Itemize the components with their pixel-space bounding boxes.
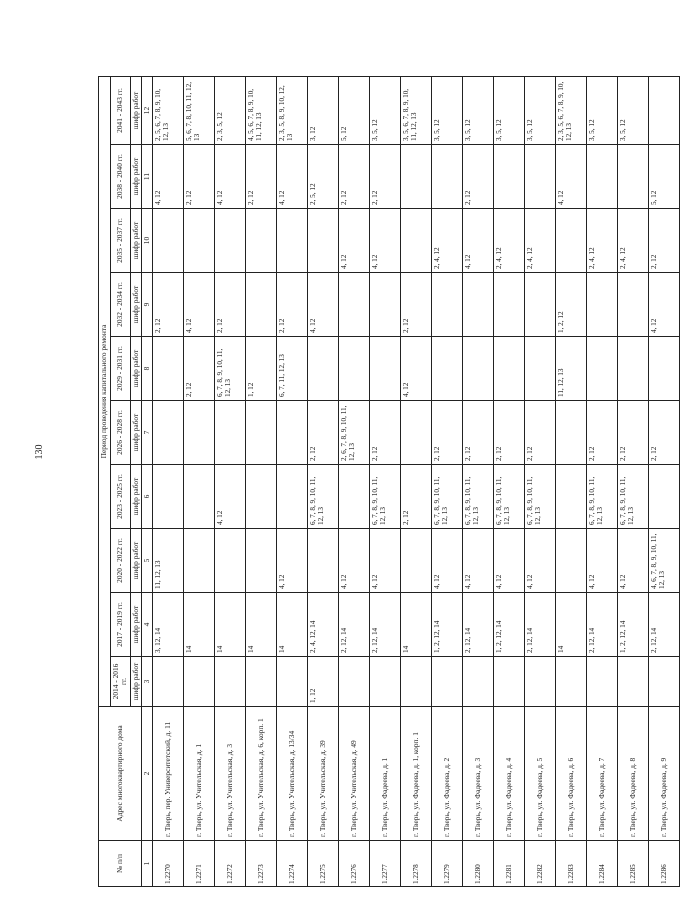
work-code-cell — [246, 657, 277, 707]
work-code-cell: 1, 2, 12, 14 — [618, 593, 649, 657]
work-code-cell — [277, 401, 308, 465]
work-code-cell: 4, 12 — [370, 529, 401, 593]
column-number: 11 — [141, 145, 152, 209]
table-body — [153, 77, 680, 887]
table-row — [463, 77, 494, 887]
table-row — [401, 77, 432, 887]
work-code-cell: 2, 4, 12 — [494, 209, 525, 273]
work-code-cell — [246, 465, 277, 529]
work-code-cell: 4, 12 — [370, 209, 401, 273]
work-code-cell: 14 — [215, 593, 246, 657]
work-code-cell: 6, 7, 8, 9, 10, 11, 12, 13 — [215, 337, 246, 401]
work-code-cell — [153, 401, 184, 465]
work-code-cell — [432, 657, 463, 707]
work-code-cell — [556, 465, 587, 529]
work-code-cell — [463, 657, 494, 707]
period-header: 2017 - 2019 гг. — [111, 593, 131, 657]
table-row — [277, 77, 308, 887]
work-code-cell — [649, 77, 680, 145]
work-code-cell: 2, 4, 12 — [432, 209, 463, 273]
row-address: г. Тверь, ул. Учительская, д. 3 — [215, 707, 246, 841]
row-address: г. Тверь, ул. Учительская, д. 1 — [184, 707, 215, 841]
row-number: 1.2281 — [494, 841, 525, 887]
row-address: г. Тверь, ул. Фадеева, д. 8 — [618, 707, 649, 841]
column-number: 2 — [141, 707, 152, 841]
row-number: 1.2282 — [525, 841, 556, 887]
row-number: 1.2286 — [649, 841, 680, 887]
row-address: г. Тверь, ул. Фадеева, д. 7 — [587, 707, 618, 841]
work-code-cell — [587, 657, 618, 707]
table-row — [308, 77, 339, 887]
work-code-cell: 2, 12, 14 — [649, 593, 680, 657]
column-number: 7 — [141, 401, 152, 465]
period-header: 2032 - 2034 гг. — [111, 273, 131, 337]
work-code-cell — [277, 657, 308, 707]
row-number: 1.2284 — [587, 841, 618, 887]
work-code-cell: 2, 12, 14 — [463, 593, 494, 657]
work-code-cell: 4, 12 — [339, 529, 370, 593]
work-code-cell: 2, 12 — [370, 145, 401, 209]
work-code-header: шифр работ — [130, 401, 141, 465]
work-code-cell — [246, 529, 277, 593]
work-code-cell — [463, 337, 494, 401]
work-code-cell: 4, 12 — [215, 465, 246, 529]
row-address: г. Тверь, ул. Фадеева, д. 1 — [370, 707, 401, 841]
row-address: г. Тверь, ул. Фадеева, д. 6 — [556, 707, 587, 841]
work-code-cell: 4, 12 — [215, 145, 246, 209]
work-code-cell: 6, 7, 8, 9, 10, 11, 12, 13 — [494, 465, 525, 529]
work-code-cell: 14 — [401, 593, 432, 657]
work-code-header: шифр работ — [130, 529, 141, 593]
row-number: 1.2277 — [370, 841, 401, 887]
work-code-cell: 2, 5, 6, 7, 8, 9, 10, 12, 13 — [153, 77, 184, 145]
work-code-cell: 6, 7, 8, 9, 10, 11, 12, 13 — [432, 465, 463, 529]
page-number: 130 — [34, 444, 45, 460]
work-code-cell — [153, 337, 184, 401]
work-code-cell: 2, 12 — [494, 401, 525, 465]
work-code-cell — [618, 145, 649, 209]
work-code-cell: 2, 12, 14 — [587, 593, 618, 657]
work-code-header: шифр работ — [130, 465, 141, 529]
work-code-cell: 3, 12 — [308, 77, 339, 145]
work-code-cell — [525, 145, 556, 209]
work-code-cell: 2, 12 — [587, 401, 618, 465]
work-code-cell: 2, 12 — [246, 145, 277, 209]
work-code-cell — [184, 209, 215, 273]
work-code-cell — [587, 273, 618, 337]
work-code-cell: 14 — [246, 593, 277, 657]
work-code-cell: 14 — [184, 593, 215, 657]
row-number: 1.2280 — [463, 841, 494, 887]
work-code-cell: 2, 4, 12 — [587, 209, 618, 273]
work-code-cell: 4, 6, 7, 8, 9, 10, 11, 12, 13 — [649, 529, 680, 593]
column-number: 3 — [141, 657, 152, 707]
work-code-cell — [277, 465, 308, 529]
work-code-cell: 2, 12 — [339, 145, 370, 209]
table-row — [587, 77, 618, 887]
work-code-cell: 2, 4, 12, 14 — [308, 593, 339, 657]
work-code-cell — [556, 401, 587, 465]
period-header: 2026 - 2028 гг. — [111, 401, 131, 465]
work-code-cell: 4, 12 — [618, 529, 649, 593]
work-code-cell — [587, 145, 618, 209]
work-code-cell: 2, 12 — [525, 401, 556, 465]
work-code-cell — [556, 209, 587, 273]
row-address: г. Тверь, пер. Университетский, д. 11 — [153, 707, 184, 841]
work-code-cell: 4, 12 — [463, 209, 494, 273]
work-code-cell: 2, 3, 5, 8, 9, 10, 12, 13 — [277, 77, 308, 145]
row-address: г. Тверь, ул. Учительская, д. 6, корп. 1 — [246, 707, 277, 841]
work-code-cell — [494, 337, 525, 401]
work-code-cell: 2, 6, 7, 8, 9, 10, 11, 12, 13 — [339, 401, 370, 465]
work-code-cell: 2, 12 — [184, 337, 215, 401]
period-header: 2038 - 2040 гг. — [111, 145, 131, 209]
work-code-header: шифр работ — [130, 145, 141, 209]
period-header: 2029 - 2031 гг. — [111, 337, 131, 401]
work-code-cell — [215, 209, 246, 273]
work-code-cell: 14 — [556, 593, 587, 657]
work-code-cell: 14 — [277, 593, 308, 657]
row-address: г. Тверь, ул. Учительская, д. 49 — [339, 707, 370, 841]
work-code-cell: 4, 12 — [184, 273, 215, 337]
work-code-header: шифр работ — [130, 209, 141, 273]
work-code-cell: 5, 6, 7, 8, 10, 11, 12, 13 — [184, 77, 215, 145]
work-code-cell: 3, 5, 12 — [525, 77, 556, 145]
table-row — [370, 77, 401, 887]
work-code-cell: 2, 5, 12 — [308, 145, 339, 209]
work-code-cell — [525, 337, 556, 401]
row-address: г. Тверь, ул. Фадеева, д. 1, корп. 1 — [401, 707, 432, 841]
column-number-row — [141, 77, 152, 887]
column-number: 9 — [141, 273, 152, 337]
work-code-cell: 6, 7, 8, 9, 10, 11, 12, 13 — [618, 465, 649, 529]
work-code-cell: 4, 12 — [277, 145, 308, 209]
row-number: 1.2273 — [246, 841, 277, 887]
period-header: 2023 - 2025 гг. — [111, 465, 131, 529]
work-code-cell — [184, 657, 215, 707]
work-code-cell: 2, 12 — [463, 401, 494, 465]
work-code-cell — [153, 657, 184, 707]
work-code-cell — [401, 401, 432, 465]
work-code-cell: 2, 12 — [215, 273, 246, 337]
row-number: 1.2271 — [184, 841, 215, 887]
work-code-cell: 2, 4, 12 — [525, 209, 556, 273]
work-code-cell: 5, 12 — [339, 77, 370, 145]
row-address: г. Тверь, ул. Фадеева, д. 9 — [649, 707, 680, 841]
row-address: г. Тверь, ул. Фадеева, д. 5 — [525, 707, 556, 841]
work-code-cell — [339, 465, 370, 529]
work-code-cell — [401, 529, 432, 593]
work-code-cell — [308, 337, 339, 401]
work-code-cell: 4, 12 — [339, 209, 370, 273]
header-period: Период проведения капитального ремонта — [99, 77, 111, 707]
work-code-cell — [184, 401, 215, 465]
work-code-cell: 6, 7, 11, 12, 13 — [277, 337, 308, 401]
row-number: 1.2270 — [153, 841, 184, 887]
work-code-cell: 3, 5, 12 — [463, 77, 494, 145]
row-number: 1.2275 — [308, 841, 339, 887]
work-code-cell: 2, 12 — [184, 145, 215, 209]
work-code-cell — [184, 529, 215, 593]
work-code-cell: 4, 12 — [587, 529, 618, 593]
work-code-cell: 2, 12, 14 — [339, 593, 370, 657]
work-code-cell: 4, 12 — [153, 145, 184, 209]
work-code-cell — [370, 337, 401, 401]
work-code-cell — [432, 145, 463, 209]
work-code-cell — [215, 657, 246, 707]
work-code-cell: 3, 12, 14 — [153, 593, 184, 657]
row-number: 1.2279 — [432, 841, 463, 887]
column-number: 1 — [141, 841, 152, 887]
work-code-cell: 4, 12 — [401, 337, 432, 401]
table-row — [432, 77, 463, 887]
work-code-cell: 6, 7, 8, 9, 10, 11, 12, 13 — [370, 465, 401, 529]
work-code-cell: 11, 12, 13 — [153, 529, 184, 593]
work-code-cell — [587, 337, 618, 401]
capital-repair-schedule-sheet — [98, 77, 669, 887]
row-number: 1.2283 — [556, 841, 587, 887]
work-code-cell: 6, 7, 8, 9, 10, 11, 12, 13 — [308, 465, 339, 529]
work-code-cell: 5, 12 — [649, 145, 680, 209]
work-code-cell: 4, 12 — [432, 529, 463, 593]
work-code-cell: 2, 12 — [308, 401, 339, 465]
work-code-cell: 1, 2, 12, 14 — [494, 593, 525, 657]
work-code-cell: 11, 12, 13 — [556, 337, 587, 401]
work-code-cell — [649, 337, 680, 401]
work-code-cell: 2, 12 — [618, 401, 649, 465]
work-code-cell — [494, 273, 525, 337]
work-code-cell — [153, 465, 184, 529]
work-code-cell: 4, 12 — [494, 529, 525, 593]
work-code-cell — [401, 209, 432, 273]
table-row — [494, 77, 525, 887]
row-address: г. Тверь, ул. Учительская, д. 13/34 — [277, 707, 308, 841]
work-code-header: шифр работ — [130, 593, 141, 657]
work-code-cell: 4, 12 — [649, 273, 680, 337]
column-number: 4 — [141, 593, 152, 657]
work-code-cell: 3, 5, 12 — [494, 77, 525, 145]
work-code-cell — [556, 529, 587, 593]
column-number: 6 — [141, 465, 152, 529]
work-code-cell: 2, 12 — [401, 273, 432, 337]
table-header — [99, 77, 153, 887]
work-code-cell — [401, 657, 432, 707]
work-code-cell: 2, 12 — [401, 465, 432, 529]
work-code-cell — [432, 337, 463, 401]
row-address: г. Тверь, ул. Фадеева, д. 2 — [432, 707, 463, 841]
work-code-header: шифр работ — [130, 273, 141, 337]
work-code-cell: 4, 12 — [308, 273, 339, 337]
work-code-cell — [246, 209, 277, 273]
row-address: г. Тверь, ул. Учительская, д. 39 — [308, 707, 339, 841]
work-code-cell: 3, 5, 6, 7, 8, 9, 10, 11, 12, 13 — [401, 77, 432, 145]
work-code-cell: 6, 7, 8, 9, 10, 11, 12, 13 — [525, 465, 556, 529]
table-row — [525, 77, 556, 887]
work-code-cell — [277, 209, 308, 273]
work-code-header: шифр работ — [130, 77, 141, 145]
work-code-cell: 4, 5, 6, 7, 8, 9, 10, 11, 12, 13 — [246, 77, 277, 145]
work-code-header: шифр работ — [130, 337, 141, 401]
work-code-cell: 2, 12 — [370, 401, 401, 465]
work-code-cell — [618, 657, 649, 707]
work-code-cell — [556, 657, 587, 707]
row-number: 1.2278 — [401, 841, 432, 887]
table-row — [556, 77, 587, 887]
work-code-cell: 6, 7, 8, 9, 10, 11, 12, 13 — [587, 465, 618, 529]
work-code-cell: 2, 3, 5, 12 — [215, 77, 246, 145]
work-code-cell — [649, 465, 680, 529]
row-number: 1.2285 — [618, 841, 649, 887]
work-code-cell — [339, 273, 370, 337]
table-row — [649, 77, 680, 887]
table-row — [184, 77, 215, 887]
work-code-cell: 2, 12, 14 — [370, 593, 401, 657]
work-code-cell: 1, 12 — [308, 657, 339, 707]
work-code-cell: 2, 12 — [649, 401, 680, 465]
period-header: 2014 - 2016 гг. — [111, 657, 131, 707]
work-code-cell: 2, 12 — [649, 209, 680, 273]
header-num: № п/п — [99, 841, 142, 887]
work-code-cell — [525, 273, 556, 337]
work-code-cell — [308, 529, 339, 593]
work-code-cell: 4, 12 — [277, 529, 308, 593]
work-code-cell — [339, 657, 370, 707]
column-number: 5 — [141, 529, 152, 593]
column-number: 8 — [141, 337, 152, 401]
work-code-cell — [618, 337, 649, 401]
work-code-cell: 1, 2, 12 — [556, 273, 587, 337]
work-code-cell — [215, 401, 246, 465]
work-code-cell — [401, 145, 432, 209]
work-code-cell — [308, 209, 339, 273]
work-code-cell: 1, 2, 12, 14 — [432, 593, 463, 657]
work-code-cell: 2, 12 — [277, 273, 308, 337]
work-code-cell: 3, 5, 12 — [618, 77, 649, 145]
period-header: 2020 - 2022 гг. — [111, 529, 131, 593]
work-code-cell: 3, 5, 12 — [432, 77, 463, 145]
work-code-cell — [215, 529, 246, 593]
row-number: 1.2272 — [215, 841, 246, 887]
period-header: 2041 - 2043 гг. — [111, 77, 131, 145]
work-code-header: шифр работ — [130, 657, 141, 707]
work-code-cell — [184, 465, 215, 529]
work-code-cell — [618, 273, 649, 337]
work-code-cell: 2, 12 — [463, 145, 494, 209]
header-address: Адрес многоквартирного дома — [99, 707, 142, 841]
work-code-cell — [246, 401, 277, 465]
row-address: г. Тверь, ул. Фадеева, д. 3 — [463, 707, 494, 841]
work-code-cell — [494, 145, 525, 209]
work-code-cell: 1, 12 — [246, 337, 277, 401]
work-code-cell: 6, 7, 8, 9, 10, 11, 12, 13 — [463, 465, 494, 529]
work-code-cell — [246, 273, 277, 337]
work-code-cell: 4, 12 — [556, 145, 587, 209]
table-row — [153, 77, 184, 887]
work-code-cell: 3, 5, 12 — [370, 77, 401, 145]
work-code-cell — [339, 337, 370, 401]
work-code-cell — [370, 657, 401, 707]
work-code-cell: 4, 12 — [525, 529, 556, 593]
column-number: 12 — [141, 77, 152, 145]
table-row — [215, 77, 246, 887]
repair-schedule-table — [98, 76, 680, 887]
table-row — [339, 77, 370, 887]
work-code-cell — [370, 273, 401, 337]
row-number: 1.2274 — [277, 841, 308, 887]
work-code-cell — [463, 273, 494, 337]
work-code-cell: 2, 4, 12 — [618, 209, 649, 273]
work-code-cell: 2, 12, 14 — [525, 593, 556, 657]
column-number: 10 — [141, 209, 152, 273]
work-code-cell — [649, 657, 680, 707]
table-row — [246, 77, 277, 887]
work-code-cell: 3, 5, 12 — [587, 77, 618, 145]
row-number: 1.2276 — [339, 841, 370, 887]
work-code-cell — [153, 209, 184, 273]
period-header: 2035 - 2037 гг. — [111, 209, 131, 273]
table-row — [618, 77, 649, 887]
work-code-cell: 2, 12 — [432, 401, 463, 465]
work-code-cell — [525, 657, 556, 707]
work-code-cell: 4, 12 — [463, 529, 494, 593]
work-code-cell: 2, 3, 5, 6, 7, 8, 9, 10, 12, 13 — [556, 77, 587, 145]
work-code-cell — [432, 273, 463, 337]
work-code-cell: 2, 12 — [153, 273, 184, 337]
row-address: г. Тверь, ул. Фадеева, д. 4 — [494, 707, 525, 841]
work-code-cell — [494, 657, 525, 707]
